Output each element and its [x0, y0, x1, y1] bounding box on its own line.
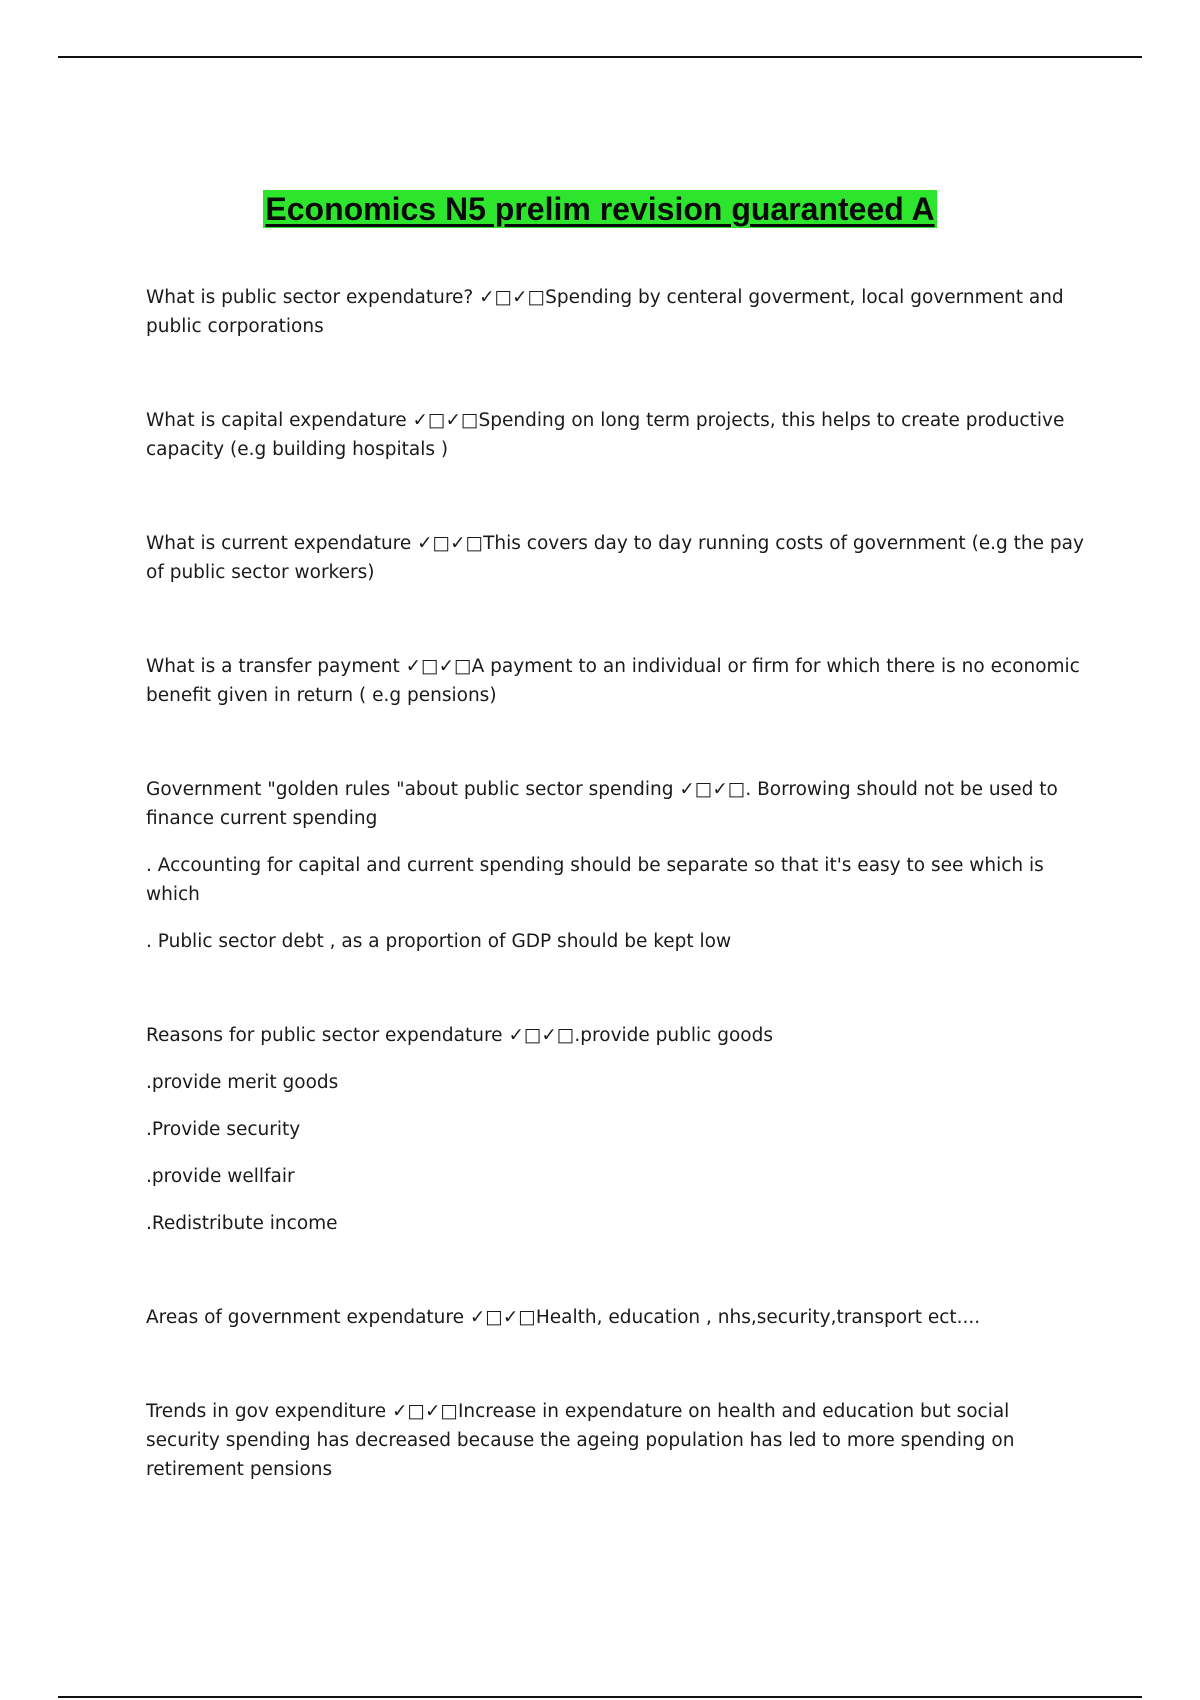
bottom-rule — [58, 1696, 1142, 1698]
answer-text: .provide public goods — [574, 1025, 773, 1046]
flashcard — [146, 1303, 1086, 1332]
checkmark-separator: ✓□✓□ — [412, 410, 479, 431]
question-text: Trends in gov expenditure — [146, 1401, 387, 1422]
answer-text: Spending by centeral goverment, local government and public corporations — [146, 287, 1070, 337]
question-text: What is a transfer payment — [146, 656, 400, 677]
checkmark-separator: ✓□✓□ — [479, 287, 546, 308]
flashcard-line — [146, 1303, 1086, 1332]
document-title: Economics N5 prelim revision guaranteed A — [265, 191, 935, 227]
answer-text: Spending on long term projects, this helps to create productive capacity (e.g building hospitals ) — [146, 410, 1071, 460]
answer-bullet: .provide merit goods — [146, 1072, 339, 1093]
flashcard-line — [146, 283, 1086, 341]
answer-bullet: . Public sector debt , as a proportion of GDP should be kept low — [146, 931, 732, 952]
question-text: What is current expendature — [146, 533, 412, 554]
answer-text: A payment to an individual or firm for which there is no economic benefit given in return ( e.g pensions) — [146, 656, 1086, 706]
answer-bullet: .Provide security — [146, 1119, 301, 1140]
answer-bullet: .provide wellfair — [146, 1166, 295, 1187]
answer-text: Health, education , nhs,security,transport ect.... — [535, 1307, 981, 1328]
checkmark-separator: ✓□✓□ — [405, 656, 472, 677]
question-text: Reasons for public sector expendature — [146, 1025, 503, 1046]
answer-text: . Borrowing should not be used to finance current spending — [146, 779, 1064, 829]
answer-bullet: .Redistribute income — [146, 1213, 338, 1234]
flashcard-line — [146, 652, 1086, 710]
answer-bullet: . Accounting for capital and current spending should be separate so that it's easy to see which is which — [146, 855, 1044, 905]
checkmark-separator: ✓□✓□ — [679, 779, 746, 800]
flashcard-line — [146, 529, 1090, 587]
flashcard-list — [146, 283, 1090, 1484]
answer-text: Increase in expendature on health and education but social security spending has decreased because the ageing population has led to more spending on retirement pensions — [146, 1401, 1021, 1480]
flashcard — [146, 283, 1086, 341]
checkmark-separator: ✓□✓□ — [417, 533, 484, 554]
flashcard-line — [146, 1397, 1086, 1484]
flashcard-line — [146, 1021, 1086, 1050]
flashcard — [146, 1397, 1086, 1484]
checkmark-separator: ✓□✓□ — [508, 1025, 575, 1046]
title-container — [0, 190, 1200, 228]
question-text: What is public sector expendature? — [146, 287, 474, 308]
question-text: What is capital expendature — [146, 410, 407, 431]
answer-text: This covers day to day running costs of government (e.g the pay of public sector workers) — [146, 533, 1090, 583]
flashcard — [146, 529, 1090, 587]
flashcard — [146, 406, 1086, 464]
flashcard-line — [146, 775, 1086, 833]
flashcard — [146, 652, 1086, 710]
flashcard-line — [146, 406, 1086, 464]
question-text: Areas of government expendature — [146, 1307, 464, 1328]
checkmark-separator: ✓□✓□ — [469, 1307, 536, 1328]
question-text: Government "golden rules "about public sector spending — [146, 779, 674, 800]
flashcard — [146, 1021, 1086, 1238]
top-rule — [58, 56, 1142, 58]
checkmark-separator: ✓□✓□ — [391, 1401, 458, 1422]
flashcard — [146, 775, 1086, 956]
